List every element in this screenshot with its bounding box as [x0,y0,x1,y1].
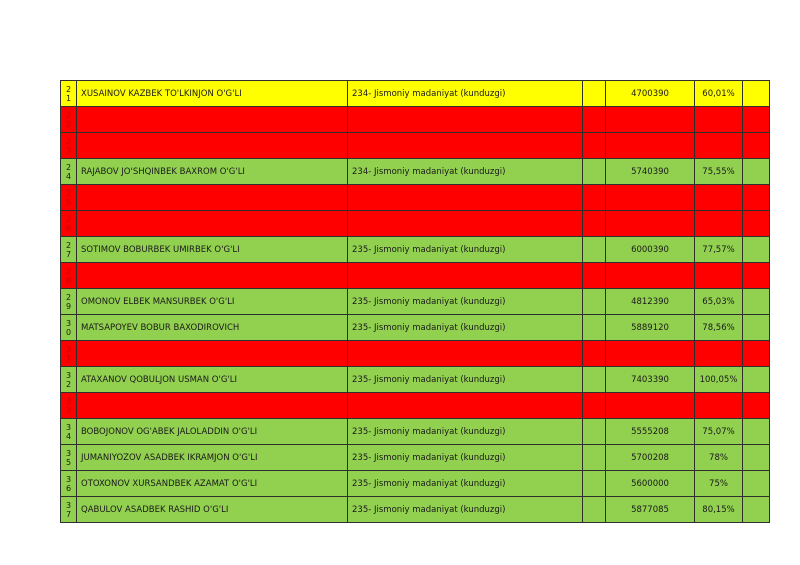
empty-cell[interactable] [743,445,770,471]
student-name-cell[interactable] [77,445,348,471]
percent-text: 60,01% [702,88,735,99]
student-name-cell[interactable] [77,159,348,185]
row-number-cell[interactable] [61,367,77,393]
percent-cell[interactable] [695,341,743,367]
department-cell[interactable] [348,237,583,263]
table-row[interactable] [61,341,770,367]
percent-cell[interactable] [695,81,743,107]
department-text: 235- Jismoniy madaniyat (kunduzgi) [352,244,506,255]
student-name-cell[interactable] [77,81,348,107]
percent-text: 80,15% [702,504,735,515]
student-name-cell[interactable] [77,315,348,341]
row-number-cell[interactable] [61,289,77,315]
amount-cell[interactable] [606,107,695,133]
row-number-text: 3 4 [65,422,72,441]
department-text: 235- Jismoniy madaniyat (kunduzgi) [352,296,506,307]
empty-cell[interactable] [743,497,770,523]
row-number-cell[interactable] [61,237,77,263]
amount-text: 5740390 [631,166,669,177]
department-text: 235- Jismoniy madaniyat (kunduzgi) [352,478,506,489]
row-number-cell[interactable] [61,159,77,185]
percent-text: 100,05% [699,374,738,385]
row-number-cell[interactable] [61,445,77,471]
empty-cell[interactable] [583,393,606,419]
amount-cell[interactable] [606,497,695,523]
empty-cell[interactable] [743,367,770,393]
row-number-cell[interactable] [61,471,77,497]
percent-cell[interactable] [695,133,743,159]
student-name-cell[interactable] [77,263,348,289]
row-number-cell[interactable] [61,133,77,159]
percent-cell[interactable] [695,497,743,523]
amount-cell[interactable] [606,185,695,211]
row-number-cell[interactable] [61,107,77,133]
empty-cell[interactable] [583,237,606,263]
empty-cell[interactable] [743,159,770,185]
student-name-text: QABULOV ASADBEK RASHID O'G'LI [81,504,229,515]
empty-cell[interactable] [583,289,606,315]
student-name-cell[interactable] [77,471,348,497]
amount-cell[interactable] [606,81,695,107]
empty-cell[interactable] [743,471,770,497]
student-name-cell[interactable] [77,393,348,419]
percent-cell[interactable] [695,367,743,393]
percent-text: 77,57% [702,244,735,255]
student-name-cell[interactable] [77,289,348,315]
table-row[interactable] [61,471,770,497]
student-name-cell[interactable] [77,237,348,263]
amount-text: 5600000 [631,478,669,489]
row-number-text: 3 3 [65,396,72,415]
empty-cell[interactable] [583,133,606,159]
row-number-cell[interactable] [61,211,77,237]
row-number-text: 2 3 [65,136,72,155]
percent-cell[interactable] [695,211,743,237]
percent-cell[interactable] [695,315,743,341]
department-cell[interactable] [348,471,583,497]
empty-cell[interactable] [743,81,770,107]
amount-cell[interactable] [606,159,695,185]
row-number-text: 3 0 [65,318,72,337]
department-cell[interactable] [348,263,583,289]
empty-cell[interactable] [583,471,606,497]
amount-text: 4700390 [631,88,669,99]
row-number-cell[interactable] [61,497,77,523]
department-text: 235- Jismoniy madaniyat (kunduzgi) [352,426,506,437]
empty-cell[interactable] [743,341,770,367]
department-cell[interactable] [348,289,583,315]
empty-cell[interactable] [583,445,606,471]
empty-cell[interactable] [583,315,606,341]
table-row[interactable] [61,237,770,263]
percent-cell[interactable] [695,393,743,419]
percent-text: 75,55% [702,166,735,177]
row-number-cell[interactable] [61,315,77,341]
student-name-text: OTOXONOV XURSANDBEK AZAMAT O'G'LI [81,478,258,489]
table-row[interactable] [61,393,770,419]
percent-text: 78,56% [702,322,735,333]
table-row[interactable] [61,107,770,133]
department-text: 235- Jismoniy madaniyat (kunduzgi) [352,322,506,333]
student-name-text: RAJABOV JO'SHQINBEK BAXROM O'G'LI [81,166,245,177]
department-text: 235- Jismoniy madaniyat (kunduzgi) [352,504,506,515]
percent-cell[interactable] [695,471,743,497]
empty-cell[interactable] [583,341,606,367]
table-row[interactable] [61,263,770,289]
empty-cell[interactable] [743,211,770,237]
empty-cell[interactable] [743,133,770,159]
empty-cell[interactable] [583,107,606,133]
amount-cell[interactable] [606,133,695,159]
department-cell[interactable] [348,315,583,341]
row-number-text: 2 2 [65,110,72,129]
student-name-text: BOBOJONOV OG'ABEK JALOLADDIN O'G'LI [81,426,258,437]
row-number-cell[interactable] [61,185,77,211]
row-number-text: 3 6 [65,474,72,493]
department-cell[interactable] [348,211,583,237]
amount-text: 5877085 [631,504,669,515]
row-number-text: 3 2 [65,370,72,389]
spreadsheet [60,80,770,523]
row-number-cell[interactable] [61,419,77,445]
amount-cell[interactable] [606,211,695,237]
student-name-cell[interactable] [77,419,348,445]
department-cell[interactable] [348,185,583,211]
percent-cell[interactable] [695,237,743,263]
department-cell[interactable] [348,159,583,185]
amount-cell[interactable] [606,341,695,367]
empty-cell[interactable] [743,393,770,419]
percent-cell[interactable] [695,159,743,185]
percent-text: 78% [709,452,728,463]
amount-cell[interactable] [606,237,695,263]
amount-cell[interactable] [606,393,695,419]
student-name-cell[interactable] [77,185,348,211]
table-row[interactable] [61,315,770,341]
row-number-cell[interactable] [61,341,77,367]
table-row[interactable] [61,367,770,393]
row-number-text: 3 7 [65,500,72,519]
empty-cell[interactable] [743,185,770,211]
table-row[interactable] [61,81,770,107]
department-text: 234- Jismoniy madaniyat (kunduzgi) [352,166,506,177]
empty-cell[interactable] [583,497,606,523]
table-row[interactable] [61,185,770,211]
student-name-cell[interactable] [77,497,348,523]
table-row[interactable] [61,445,770,471]
empty-cell[interactable] [743,263,770,289]
percent-cell[interactable] [695,419,743,445]
row-number-text: 2 5 [65,188,72,207]
department-cell[interactable] [348,107,583,133]
table-row[interactable] [61,211,770,237]
amount-cell[interactable] [606,471,695,497]
student-name-cell[interactable] [77,107,348,133]
empty-cell[interactable] [583,367,606,393]
student-name-cell[interactable] [77,341,348,367]
row-number-text: 3 5 [65,448,72,467]
empty-cell[interactable] [583,263,606,289]
student-name-text: ATAXANOV QOBULJON USMAN O'G'LI [81,374,238,385]
amount-text: 7403390 [631,374,669,385]
amount-text: 5889120 [631,322,669,333]
row-number-text: 3 1 [65,344,72,363]
empty-cell[interactable] [583,211,606,237]
row-number-cell[interactable] [61,81,77,107]
percent-cell[interactable] [695,289,743,315]
empty-cell[interactable] [743,237,770,263]
table-row[interactable] [61,159,770,185]
table-row[interactable] [61,289,770,315]
percent-cell[interactable] [695,107,743,133]
amount-cell[interactable] [606,419,695,445]
table-row[interactable] [61,419,770,445]
student-name-cell[interactable] [77,367,348,393]
empty-cell[interactable] [583,159,606,185]
percent-cell[interactable] [695,445,743,471]
department-cell[interactable] [348,341,583,367]
empty-cell[interactable] [743,419,770,445]
amount-text: 6000390 [631,244,669,255]
empty-cell[interactable] [583,81,606,107]
row-number-text: 2 8 [65,266,72,285]
student-name-text: XUSAINOV KAZBEK TO'LKINJON O'G'LI [81,88,242,99]
department-cell[interactable] [348,497,583,523]
department-text: 235- Jismoniy madaniyat (kunduzgi) [352,452,506,463]
empty-cell[interactable] [743,315,770,341]
percent-text: 75% [709,478,728,489]
department-cell[interactable] [348,81,583,107]
table-body [61,81,770,523]
row-number-text: 2 6 [65,214,72,233]
percent-cell[interactable] [695,185,743,211]
amount-text: 4812390 [631,296,669,307]
row-number-text: 2 4 [65,162,72,181]
empty-cell[interactable] [583,185,606,211]
percent-text: 75,07% [702,426,735,437]
department-text: 234- Jismoniy madaniyat (kunduzgi) [352,88,506,99]
table-row[interactable] [61,133,770,159]
row-number-cell[interactable] [61,393,77,419]
row-number-cell[interactable] [61,263,77,289]
amount-cell[interactable] [606,289,695,315]
student-name-text: SOTIMOV BOBURBEK UMIRBEK O'G'LI [81,244,240,255]
student-table [60,80,770,523]
student-name-cell[interactable] [77,133,348,159]
row-number-text: 2 7 [65,240,72,259]
percent-text: 65,03% [702,296,735,307]
student-name-text: MATSAPOYEV BOBUR BAXODIROVICH [81,322,240,333]
amount-cell[interactable] [606,315,695,341]
department-text: 235- Jismoniy madaniyat (kunduzgi) [352,374,506,385]
department-cell[interactable] [348,393,583,419]
student-name-cell[interactable] [77,211,348,237]
amount-cell[interactable] [606,263,695,289]
percent-cell[interactable] [695,263,743,289]
department-cell[interactable] [348,367,583,393]
table-row[interactable] [61,497,770,523]
amount-text: 5700208 [631,452,669,463]
amount-cell[interactable] [606,367,695,393]
empty-cell[interactable] [583,419,606,445]
student-name-text: OMONOV ELBEK MANSURBEK O'G'LI [81,296,235,307]
department-cell[interactable] [348,133,583,159]
amount-cell[interactable] [606,445,695,471]
row-number-text: 2 9 [65,292,72,311]
department-cell[interactable] [348,419,583,445]
empty-cell[interactable] [743,289,770,315]
amount-text: 5555208 [631,426,669,437]
department-cell[interactable] [348,445,583,471]
student-name-text: JUMANIYOZOV ASADBEK IKRAMJON O'G'LI [81,452,258,463]
row-number-text: 2 1 [65,84,72,103]
empty-cell[interactable] [743,107,770,133]
